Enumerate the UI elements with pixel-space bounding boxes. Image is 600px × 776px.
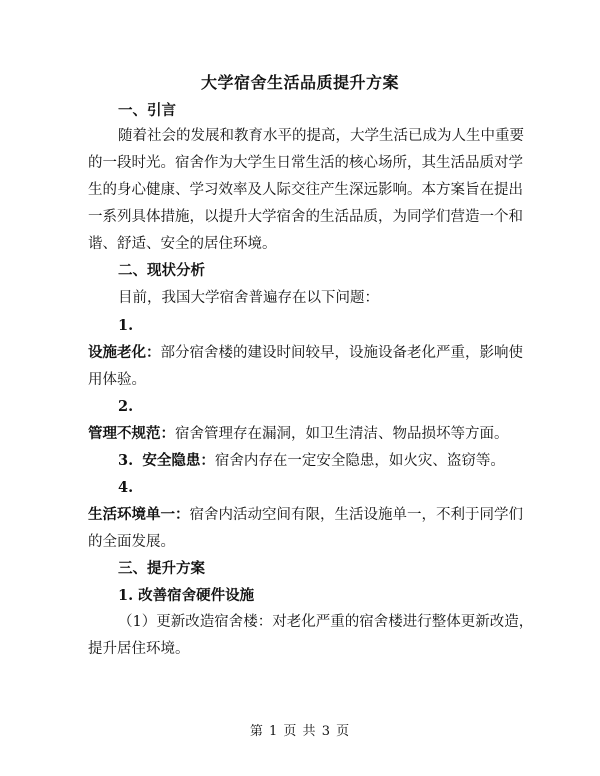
document-title: 大学宿舍生活品质提升方案: [200, 73, 399, 92]
intro-paragraph-line-5: 谐、舒适、安全的居住环境。: [88, 236, 277, 252]
issue-3-line: [118, 451, 505, 471]
issue-1-line-2: 用体验。: [88, 372, 146, 388]
subsection-heading-hardware: 1. 改善宿舍硬件设施: [118, 587, 255, 604]
intro-paragraph-line-1: 随着社会的发展和教育水平的提高，大学生活已成为人生中重要: [118, 128, 524, 144]
intro-paragraph-line-4: 一系列具体措施，以提升大学宿舍的生活品质，为同学们营造一个和: [88, 209, 523, 225]
issue-3-label: 安全隐患：: [142, 452, 215, 469]
status-intro: 目前，我国大学宿舍普遍存在以下问题：: [118, 290, 379, 306]
section-heading-plan: 三、提升方案: [118, 560, 205, 577]
intro-paragraph-line-2: 的一段时光。宿舍作为大学生日常生活的核心场所，其生活品质对学: [88, 155, 523, 171]
issue-1-line-1: [88, 343, 523, 363]
plan-item-1-line-1: （1）更新改造宿舍楼：对老化严重的宿舍楼进行整体更新改造，: [118, 614, 534, 630]
issue-4-number: 4.: [118, 479, 134, 496]
section-heading-intro: 一、引言: [118, 102, 176, 119]
issue-4-label: 生活环境单一：: [88, 506, 190, 523]
plan-item-1-line-2: 提升居住环境。: [88, 641, 190, 657]
section-heading-status: 二、现状分析: [118, 262, 205, 279]
issue-4-line-1: [88, 505, 523, 525]
intro-paragraph-line-3: 生的身心健康、学习效率及人际交往产生深远影响。本方案旨在提出: [88, 182, 523, 198]
issue-3-text: 宿舍内存在一定安全隐患，如火灾、盗窃等。: [214, 453, 505, 469]
issue-1-label: 设施老化：: [88, 344, 161, 361]
issue-3-number: 3.: [118, 452, 134, 469]
issue-4-line-2: 的全面发展。: [88, 534, 175, 550]
issue-1-number: 1.: [118, 317, 134, 334]
issue-2-number: 2.: [118, 398, 134, 415]
issue-2-line: [88, 424, 509, 444]
issue-2-label: 管理不规范：: [88, 425, 175, 442]
page-indicator: 第 1 页 共 3 页: [249, 724, 351, 739]
issue-4-text: 宿舍内活动空间有限，生活设施单一，不利于同学们: [189, 507, 523, 523]
issue-1-text: 部分宿舍楼的建设时间较早，设施设备老化严重，影响使: [160, 345, 523, 361]
issue-2-text: 宿舍管理存在漏洞，如卫生清洁、物品损坏等方面。: [175, 426, 509, 442]
